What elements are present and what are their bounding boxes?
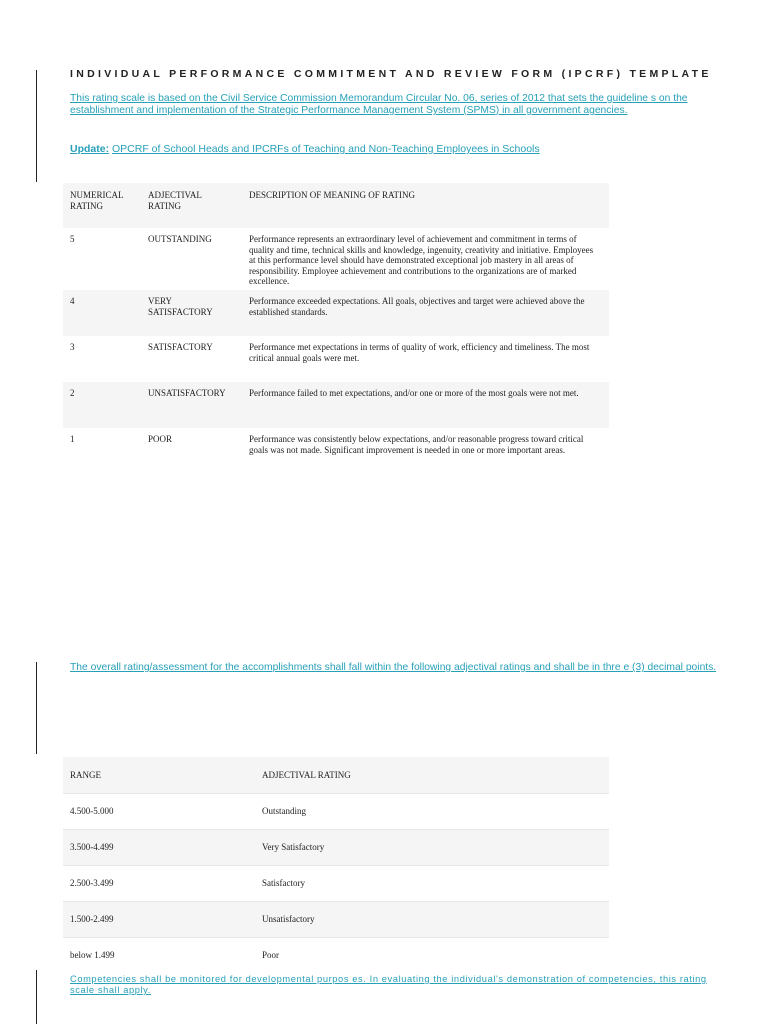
numerical-rating: 5 [70,234,75,244]
range-rating: Satisfactory [255,865,609,901]
range-rating: Very Satisfactory [255,829,609,865]
rating-description: Performance failed to met expectations, and/or one or more of the most goals were not met. [249,388,579,398]
rating-description: Performance exceeded expectations. All goals, objectives and target were achieved above the established standards. [249,296,585,317]
update-label[interactable]: Update: [70,143,110,155]
range-value: below 1.499 [63,937,255,973]
range-rating: Unsatisfactory [255,901,609,937]
header-range: RANGE [70,769,101,780]
rating-description: Performance represents an extraordinary level of achievement and commitment in terms of quality and time, technical skills and knowledge, ingenuity, creativity and initiative. Employees at this performance level should have demonstrated exceptional job mastery in all areas of responsibility. Employee achievement and contributions to the organizations are of marked excellence. [249,234,594,286]
update-link[interactable]: OPCRF of School Heads and IPCRFs of Teaching and Non-Teaching Employees in Schools [112,143,540,155]
numerical-rating: 3 [70,342,75,352]
competencies-link[interactable]: Competencies shall be monitored for developmental purpos es. In evaluating the individual's demonstration of competencies, this rating scale shall apply. [70,974,707,995]
intro-link[interactable]: This rating scale is based on the Civil Service Commission Memorandum Circular No. 06, series of 2012 that sets the guideline s on the establishment and implementation of the Strategic Performance Management System (SPMS) in all government agencies. [70,93,688,116]
table-row [63,937,609,973]
adjectival-rating: POOR [148,434,173,444]
range-table [63,757,609,973]
range-value: 1.500-2.499 [63,901,255,937]
range-rating: Outstanding [255,793,609,829]
table-row [63,793,609,829]
table-row [63,901,609,937]
adjectival-rating: VERY SATISFACTORY [148,296,213,317]
rating-description: Performance was consistently below expectations, and/or reasonable progress toward critical goals was not made. Significant improvement is needed in one or more important areas. [249,434,584,455]
adjectival-rating: UNSATISFACTORY [148,388,226,398]
range-rating: Poor [255,937,609,973]
update-line [70,143,540,155]
table-row [63,865,609,901]
margin-bar [36,970,37,1024]
margin-bar [36,70,37,182]
table-row [63,228,609,290]
table-row [63,829,609,865]
header-numerical: NUMERICAL RATING [70,190,124,211]
table-row [63,290,609,336]
table-header-row [63,183,609,228]
rating-scale-table [63,183,609,490]
table-header-row [63,757,609,793]
range-value: 2.500-3.499 [63,865,255,901]
margin-bar [36,662,37,754]
overall-rating-link[interactable]: The overall rating/assessment for the accomplishments shall fall within the following adjectival ratings and shall be in thre e (3) decimal points. [70,662,717,673]
header-adjectival: ADJECTIVAL RATING [148,190,202,211]
adjectival-rating: OUTSTANDING [148,234,212,244]
adjectival-rating: SATISFACTORY [148,342,213,352]
document-title: INDIVIDUAL PERFORMANCE COMMITMENT AND REVIEW FORM (IPCRF) TEMPLATE [70,68,712,80]
table-row [63,336,609,382]
rating-description: Performance met expectations in terms of quality of work, efficiency and timeliness. The most critical annual goals were met. [249,342,590,363]
range-value: 4.500-5.000 [63,793,255,829]
table-row [63,428,609,490]
range-value: 3.500-4.499 [63,829,255,865]
header-adjectival-rating: ADJECTIVAL RATING [262,769,351,780]
table-row [63,382,609,428]
numerical-rating: 4 [70,296,75,306]
numerical-rating: 1 [70,434,75,444]
header-description: DESCRIPTION OF MEANING OF RATING [249,190,416,200]
numerical-rating: 2 [70,388,75,398]
